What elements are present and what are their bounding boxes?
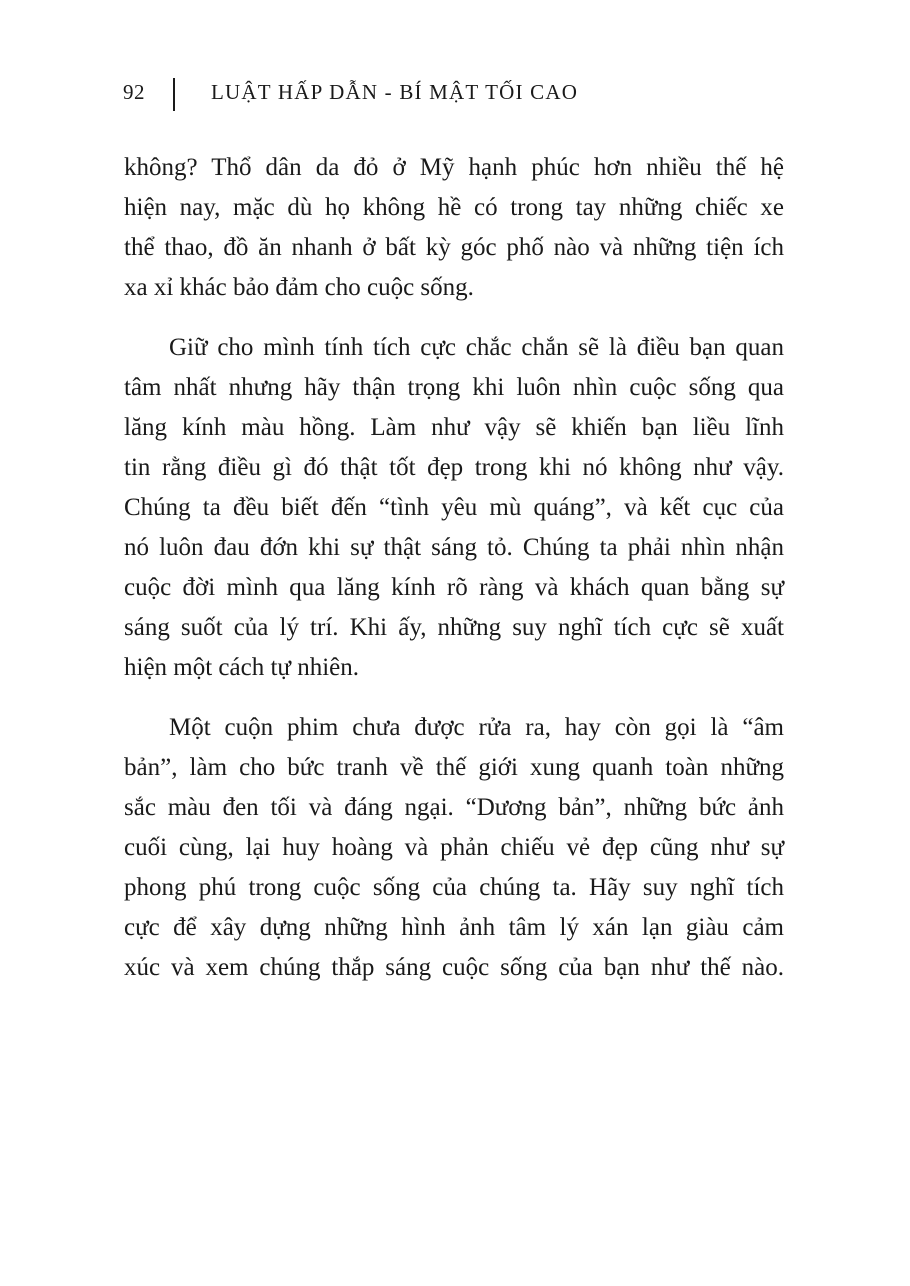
page-number: 92 <box>123 80 145 104</box>
text-line: hiện nay, mặc dù họ không hề có trong tay những chiếc xe <box>124 194 784 221</box>
text-line: hiện một cách tự nhiên. <box>124 654 360 681</box>
text-line: xa xỉ khác bảo đảm cho cuộc sống. <box>124 274 474 301</box>
running-title: LUẬT HẤP DẪN - BÍ MẬT TỐI CAO <box>211 80 579 104</box>
text-line: tin rằng điều gì đó thật tốt đẹp trong khi nó không như vậy. <box>124 454 784 481</box>
paragraph-1 <box>124 148 784 308</box>
header-divider <box>173 78 175 111</box>
text-line: phong phú trong cuộc sống của chúng ta. Hãy suy nghĩ tích <box>124 874 784 901</box>
text-line: nó luôn đau đớn khi sự thật sáng tỏ. Chúng ta phải nhìn nhận <box>124 534 784 561</box>
text-line: cực để xây dựng những hình ảnh tâm lý xán lạn giàu cảm <box>124 914 784 941</box>
page-header <box>0 78 910 112</box>
body-text <box>124 148 784 1008</box>
paragraph-2 <box>124 328 784 688</box>
paragraph-3 <box>124 708 784 988</box>
text-line: xúc và xem chúng thắp sáng cuộc sống của bạn như thế nào. <box>124 954 784 981</box>
text-line: Một cuộn phim chưa được rửa ra, hay còn gọi là “âm <box>169 714 784 741</box>
text-line: không? Thổ dân da đỏ ở Mỹ hạnh phúc hơn nhiều thế hệ <box>124 154 784 181</box>
text-line: lăng kính màu hồng. Làm như vậy sẽ khiến bạn liều lĩnh <box>124 414 784 441</box>
text-line: Giữ cho mình tính tích cực chắc chắn sẽ là điều bạn quan <box>169 334 784 361</box>
text-line: tâm nhất nhưng hãy thận trọng khi luôn nhìn cuộc sống qua <box>124 374 784 401</box>
text-line: thể thao, đồ ăn nhanh ở bất kỳ góc phố nào và những tiện ích <box>124 234 784 261</box>
text-line: sáng suốt của lý trí. Khi ấy, những suy nghĩ tích cực sẽ xuất <box>124 614 784 641</box>
text-line: Chúng ta đều biết đến “tình yêu mù quáng”, và kết cục của <box>124 494 784 521</box>
text-line: cuối cùng, lại huy hoàng và phản chiếu vẻ đẹp cũng như sự <box>124 834 784 861</box>
text-line: cuộc đời mình qua lăng kính rõ ràng và khách quan bằng sự <box>124 574 784 601</box>
text-line: sắc màu đen tối và đáng ngại. “Dương bản”, những bức ảnh <box>124 794 784 821</box>
text-line: bản”, làm cho bức tranh về thế giới xung quanh toàn những <box>124 754 784 781</box>
